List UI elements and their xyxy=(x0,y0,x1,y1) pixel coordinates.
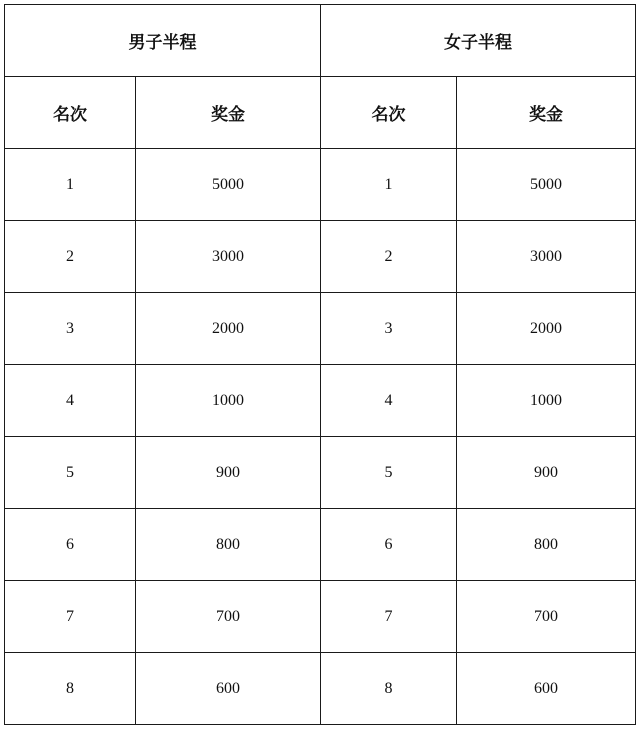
men-rank-cell: 3 xyxy=(5,293,136,365)
men-rank-cell: 7 xyxy=(5,581,136,653)
column-header-men-rank: 名次 xyxy=(5,77,136,149)
women-prize-cell: 800 xyxy=(457,509,636,581)
men-prize-cell: 3000 xyxy=(136,221,321,293)
men-prize-cell: 600 xyxy=(136,653,321,725)
men-rank-cell: 8 xyxy=(5,653,136,725)
men-rank-cell: 1 xyxy=(5,149,136,221)
table-row xyxy=(5,293,636,365)
column-header-women-rank: 名次 xyxy=(321,77,457,149)
men-prize-cell: 2000 xyxy=(136,293,321,365)
table-row xyxy=(5,221,636,293)
table-row xyxy=(5,149,636,221)
men-rank-cell: 4 xyxy=(5,365,136,437)
group-header-row xyxy=(5,5,636,77)
prize-table-container xyxy=(4,4,636,725)
men-prize-cell: 800 xyxy=(136,509,321,581)
table-row xyxy=(5,437,636,509)
column-header-row xyxy=(5,77,636,149)
men-prize-cell: 5000 xyxy=(136,149,321,221)
women-prize-cell: 900 xyxy=(457,437,636,509)
women-prize-cell: 5000 xyxy=(457,149,636,221)
group-header-women: 女子半程 xyxy=(321,5,636,77)
women-rank-cell: 5 xyxy=(321,437,457,509)
men-rank-cell: 5 xyxy=(5,437,136,509)
women-rank-cell: 3 xyxy=(321,293,457,365)
table-row xyxy=(5,653,636,725)
women-rank-cell: 4 xyxy=(321,365,457,437)
women-prize-cell: 3000 xyxy=(457,221,636,293)
women-rank-cell: 6 xyxy=(321,509,457,581)
men-prize-cell: 900 xyxy=(136,437,321,509)
table-row xyxy=(5,509,636,581)
women-rank-cell: 2 xyxy=(321,221,457,293)
men-prize-cell: 700 xyxy=(136,581,321,653)
men-prize-cell: 1000 xyxy=(136,365,321,437)
table-row xyxy=(5,365,636,437)
column-header-men-prize: 奖金 xyxy=(136,77,321,149)
women-prize-cell: 700 xyxy=(457,581,636,653)
women-rank-cell: 1 xyxy=(321,149,457,221)
group-header-men: 男子半程 xyxy=(5,5,321,77)
table-row xyxy=(5,581,636,653)
prize-table xyxy=(4,4,636,725)
women-prize-cell: 1000 xyxy=(457,365,636,437)
column-header-women-prize: 奖金 xyxy=(457,77,636,149)
women-rank-cell: 7 xyxy=(321,581,457,653)
men-rank-cell: 6 xyxy=(5,509,136,581)
women-prize-cell: 2000 xyxy=(457,293,636,365)
women-rank-cell: 8 xyxy=(321,653,457,725)
men-rank-cell: 2 xyxy=(5,221,136,293)
women-prize-cell: 600 xyxy=(457,653,636,725)
